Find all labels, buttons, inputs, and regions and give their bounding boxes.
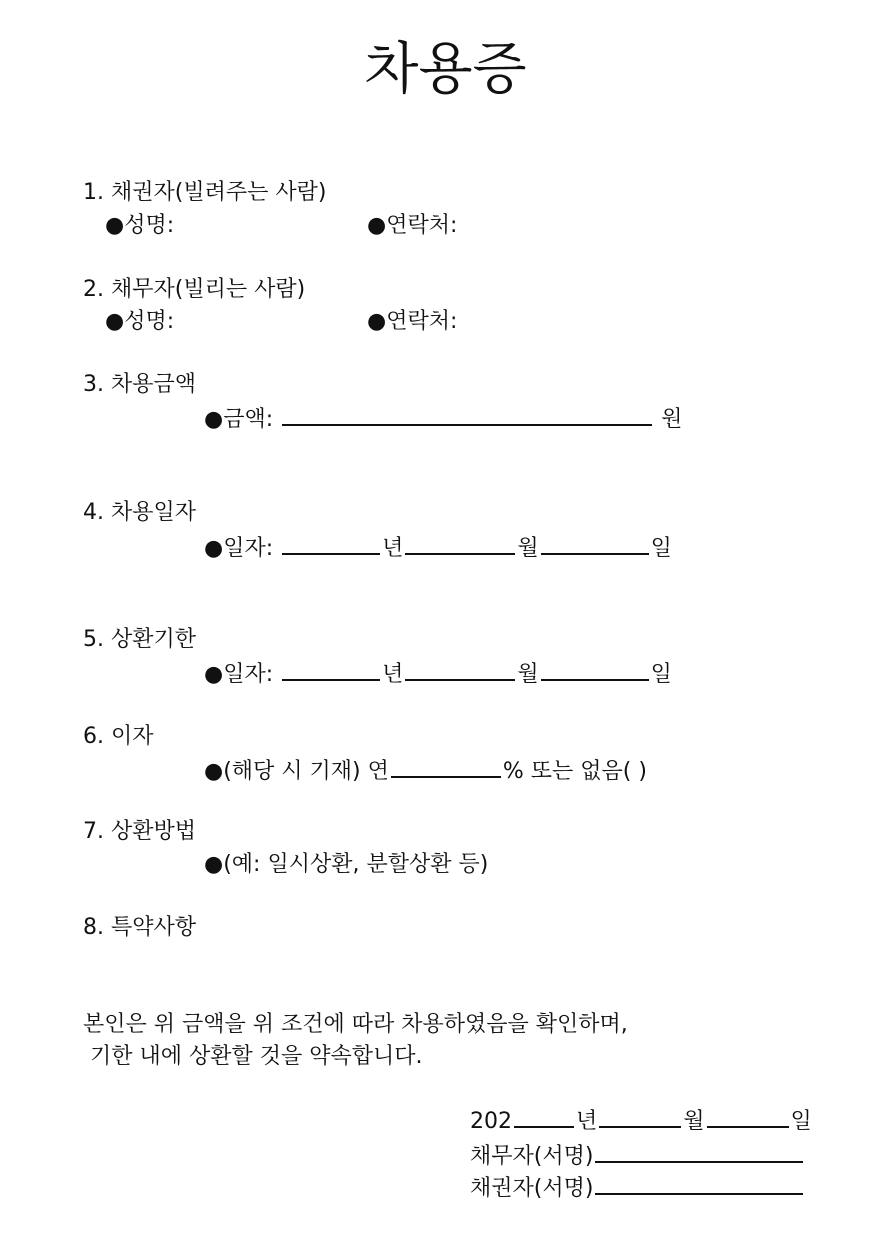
amount-blank[interactable] [282, 404, 652, 426]
year-blank[interactable] [282, 659, 380, 681]
bullet-icon: ● [204, 407, 224, 432]
year-prefix: 202 [470, 1109, 512, 1134]
interest-rate-blank[interactable] [391, 756, 501, 778]
section-8-heading: 8. 특약사항 [83, 915, 196, 940]
creditor-name-field[interactable] [105, 212, 174, 240]
bullet-icon: ● [367, 309, 387, 334]
debtor-contact-field[interactable] [367, 308, 457, 336]
creditor-signature-blank[interactable] [595, 1173, 803, 1195]
name-label: 성명: [124, 309, 175, 334]
creditor-contact-field[interactable] [367, 212, 457, 240]
document-title: 차용증 [364, 37, 527, 102]
interest-prefix: (해당 시 기재) 연 [223, 759, 389, 784]
month-blank[interactable] [405, 659, 515, 681]
month-blank[interactable] [599, 1106, 681, 1128]
month-label: 월 [683, 1109, 705, 1134]
unit-label: 원 [661, 407, 683, 432]
bullet-icon: ● [204, 536, 224, 561]
date-label: 일자: [223, 662, 274, 687]
date-label: 일자: [223, 536, 274, 561]
due-date-row [204, 659, 672, 689]
day-blank[interactable] [707, 1106, 789, 1128]
month-blank[interactable] [405, 533, 515, 555]
year-blank[interactable] [282, 533, 380, 555]
month-label: 월 [517, 536, 539, 561]
month-label: 월 [517, 662, 539, 687]
debtor-signature-label: 채무자(서명) [470, 1144, 594, 1169]
section-6-heading: 6. 이자 [83, 724, 154, 749]
bullet-icon: ● [105, 309, 125, 334]
section-1-heading: 1. 채권자(빌려주는 사람) [83, 180, 327, 205]
section-4-heading: 4. 차용일자 [83, 500, 196, 525]
day-blank[interactable] [541, 533, 649, 555]
repayment-method-row [204, 851, 488, 879]
contact-label: 연락처: [386, 309, 458, 334]
year-label: 년 [576, 1109, 598, 1134]
debtor-signature-blank[interactable] [595, 1141, 803, 1163]
bullet-icon: ● [367, 213, 387, 238]
interest-row [204, 756, 647, 786]
bullet-icon: ● [204, 759, 224, 784]
signature-date-row [470, 1106, 812, 1136]
bullet-icon: ● [204, 662, 224, 687]
repayment-example: (예: 일시상환, 분할상환 등) [223, 852, 489, 877]
amount-label: 금액: [223, 407, 274, 432]
statement-line-1: 본인은 위 금액을 위 조건에 따라 차용하였음을 확인하며, [83, 1012, 628, 1037]
debtor-signature-row [470, 1141, 805, 1171]
debtor-name-field[interactable] [105, 308, 174, 336]
bullet-icon: ● [105, 213, 125, 238]
day-blank[interactable] [541, 659, 649, 681]
bullet-icon: ● [204, 852, 224, 877]
year-blank[interactable] [514, 1106, 574, 1128]
section-5-heading: 5. 상환기한 [83, 627, 196, 652]
loan-date-row [204, 533, 672, 563]
section-2-heading: 2. 채무자(빌리는 사람) [83, 277, 306, 302]
day-label: 일 [650, 662, 672, 687]
section-7-heading: 7. 상환방법 [83, 819, 196, 844]
amount-row [204, 404, 682, 434]
contact-label: 연락처: [386, 213, 458, 238]
section-3-heading: 3. 차용금액 [83, 372, 196, 397]
interest-suffix: % 또는 없음( ) [502, 759, 647, 784]
creditor-signature-label: 채권자(서명) [470, 1176, 594, 1201]
statement-line-2: 기한 내에 상환할 것을 약속합니다. [83, 1044, 423, 1069]
year-label: 년 [382, 662, 404, 687]
name-label: 성명: [124, 213, 175, 238]
year-label: 년 [382, 536, 404, 561]
day-label: 일 [650, 536, 672, 561]
creditor-signature-row [470, 1173, 805, 1203]
day-label: 일 [790, 1109, 812, 1134]
